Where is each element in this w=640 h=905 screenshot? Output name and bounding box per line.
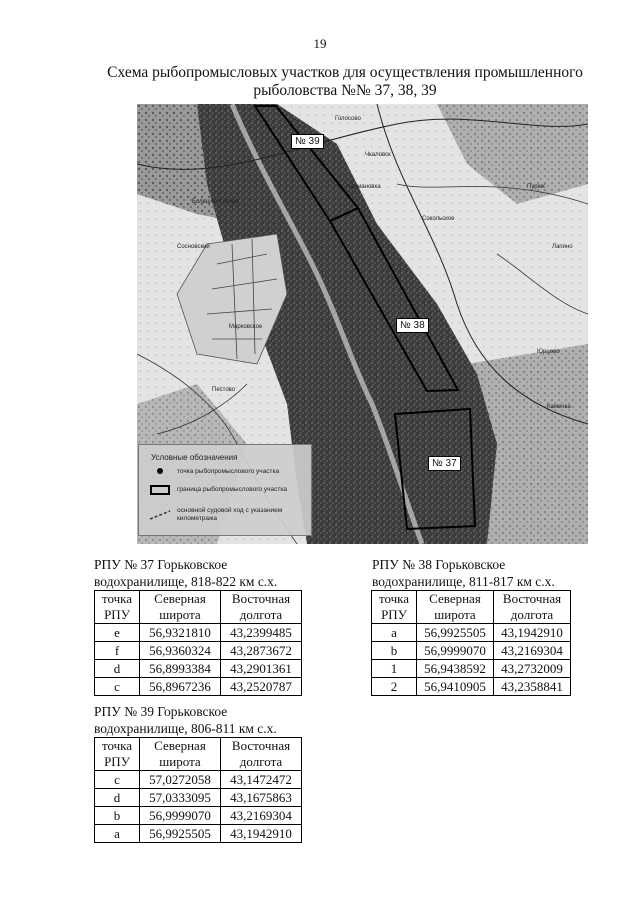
legend-item-text: основной судовой ход с указанием километража (177, 507, 283, 522)
table-cell: c (95, 771, 140, 789)
town-label: Голосово (335, 116, 361, 122)
rpu-37-table (94, 590, 302, 696)
legend-item-text: граница рыбопромыслового участка (177, 486, 287, 493)
column-header: Восточная долгота (221, 591, 302, 624)
caption-line: РПУ № 39 Горьковское (94, 704, 228, 719)
caption-line: РПУ № 37 Горьковское (94, 557, 228, 572)
table-cell: 43,1675863 (221, 789, 302, 807)
fairway-icon (147, 509, 173, 521)
column-header: точка РПУ (95, 591, 140, 624)
rpu-38-label: № 38 (396, 318, 429, 333)
town-label: Лапино (552, 244, 573, 250)
table-cell: 43,2169304 (221, 807, 302, 825)
table-cell: d (95, 660, 140, 678)
legend-item-text: точка рыбопромыслового участка (177, 467, 280, 475)
table-cell: d (95, 789, 140, 807)
table-row (372, 624, 571, 642)
table-row (95, 807, 302, 825)
rpu-38-table (371, 590, 571, 696)
table-cell: 56,9410905 (417, 678, 494, 696)
table-cell: 56,9999070 (417, 642, 494, 660)
table-row (95, 771, 302, 789)
town-label: Юрцово (537, 349, 560, 355)
caption-line: водохранилище, 811-817 км с.х. (372, 574, 555, 589)
column-header: точка РПУ (95, 738, 140, 771)
rpu-39-table (94, 737, 302, 843)
legend-item (147, 485, 287, 495)
table-cell: 2 (372, 678, 417, 696)
column-header: Северная широта (140, 738, 221, 771)
page-title (100, 64, 590, 100)
table-cell: f (95, 642, 140, 660)
table-cell: 43,1942910 (494, 624, 571, 642)
table-cell: 57,0333095 (140, 789, 221, 807)
table-cell: 43,2358841 (494, 678, 571, 696)
table-cell: 43,2901361 (221, 660, 302, 678)
rpu-39-label: № 39 (291, 134, 324, 149)
legend-item (147, 467, 279, 475)
table-header-row (95, 738, 302, 771)
table-cell: 1 (372, 660, 417, 678)
column-header: точка РПУ (372, 591, 417, 624)
table-cell: e (95, 624, 140, 642)
town-label: Пестово (212, 387, 236, 393)
table-row (372, 660, 571, 678)
town-label: Сокольское (422, 216, 455, 222)
point-icon (147, 467, 173, 475)
table-cell: 56,9321810 (140, 624, 221, 642)
legend-item (147, 507, 287, 523)
caption-line: водохранилище, 818-822 км с.х. (94, 574, 278, 589)
town-label: Пуреж (527, 184, 545, 190)
table-cell: c (95, 678, 140, 696)
table-row (372, 642, 571, 660)
table-row (95, 825, 302, 843)
title-line-1: Схема рыбопромысловых участков для осуществления промышленного (107, 64, 583, 81)
town-label: Марковское (229, 324, 263, 330)
table-cell: 43,2399485 (221, 624, 302, 642)
table-cell: 43,2520787 (221, 678, 302, 696)
town-label: Большое Козино (192, 199, 239, 205)
table-cell: 56,8967236 (140, 678, 221, 696)
table-cell: 56,9925505 (417, 624, 494, 642)
legend-title: Условные обозначения (151, 453, 238, 462)
map-legend (138, 444, 312, 536)
table-header-row (95, 591, 302, 624)
table-cell: 43,2169304 (494, 642, 571, 660)
table-cell: 56,9925505 (140, 825, 221, 843)
column-header: Восточная долгота (221, 738, 302, 771)
table-cell: 43,1472472 (221, 771, 302, 789)
rpu-39-caption (94, 703, 277, 737)
column-header: Северная широта (140, 591, 221, 624)
table-cell: a (95, 825, 140, 843)
caption-line: водохранилище, 806-811 км с.х. (94, 721, 277, 736)
town-label: Каменка (547, 404, 571, 410)
table-cell: b (95, 807, 140, 825)
column-header: Северная широта (417, 591, 494, 624)
table-cell: 43,2732009 (494, 660, 571, 678)
table-cell: 56,9360324 (140, 642, 221, 660)
table-cell: 56,9999070 (140, 807, 221, 825)
column-header: Восточная долгота (494, 591, 571, 624)
town-label: Чкаловск (365, 152, 391, 158)
town-label: Кармановка (347, 184, 381, 190)
caption-line: РПУ № 38 Горьковское (372, 557, 506, 572)
table-cell: 43,2873672 (221, 642, 302, 660)
rpu-37-label: № 37 (428, 456, 461, 471)
town-label: Сосновский (177, 244, 210, 250)
table-cell: b (372, 642, 417, 660)
table-cell: 56,9438592 (417, 660, 494, 678)
title-line-2: рыболовства №№ 37, 38, 39 (253, 82, 437, 99)
table-row (95, 678, 302, 696)
table-header-row (372, 591, 571, 624)
page-number: 19 (313, 36, 327, 51)
boundary-icon (147, 485, 173, 495)
table-row (95, 624, 302, 642)
rpu-38-caption (372, 556, 555, 590)
table-cell: 43,1942910 (221, 825, 302, 843)
table-cell: 57,0272058 (140, 771, 221, 789)
table-row (95, 789, 302, 807)
rpu-37-caption (94, 556, 277, 590)
table-cell: a (372, 624, 417, 642)
table-row (95, 642, 302, 660)
table-row (95, 660, 302, 678)
table-row (372, 678, 571, 696)
table-cell: 56,8993384 (140, 660, 221, 678)
